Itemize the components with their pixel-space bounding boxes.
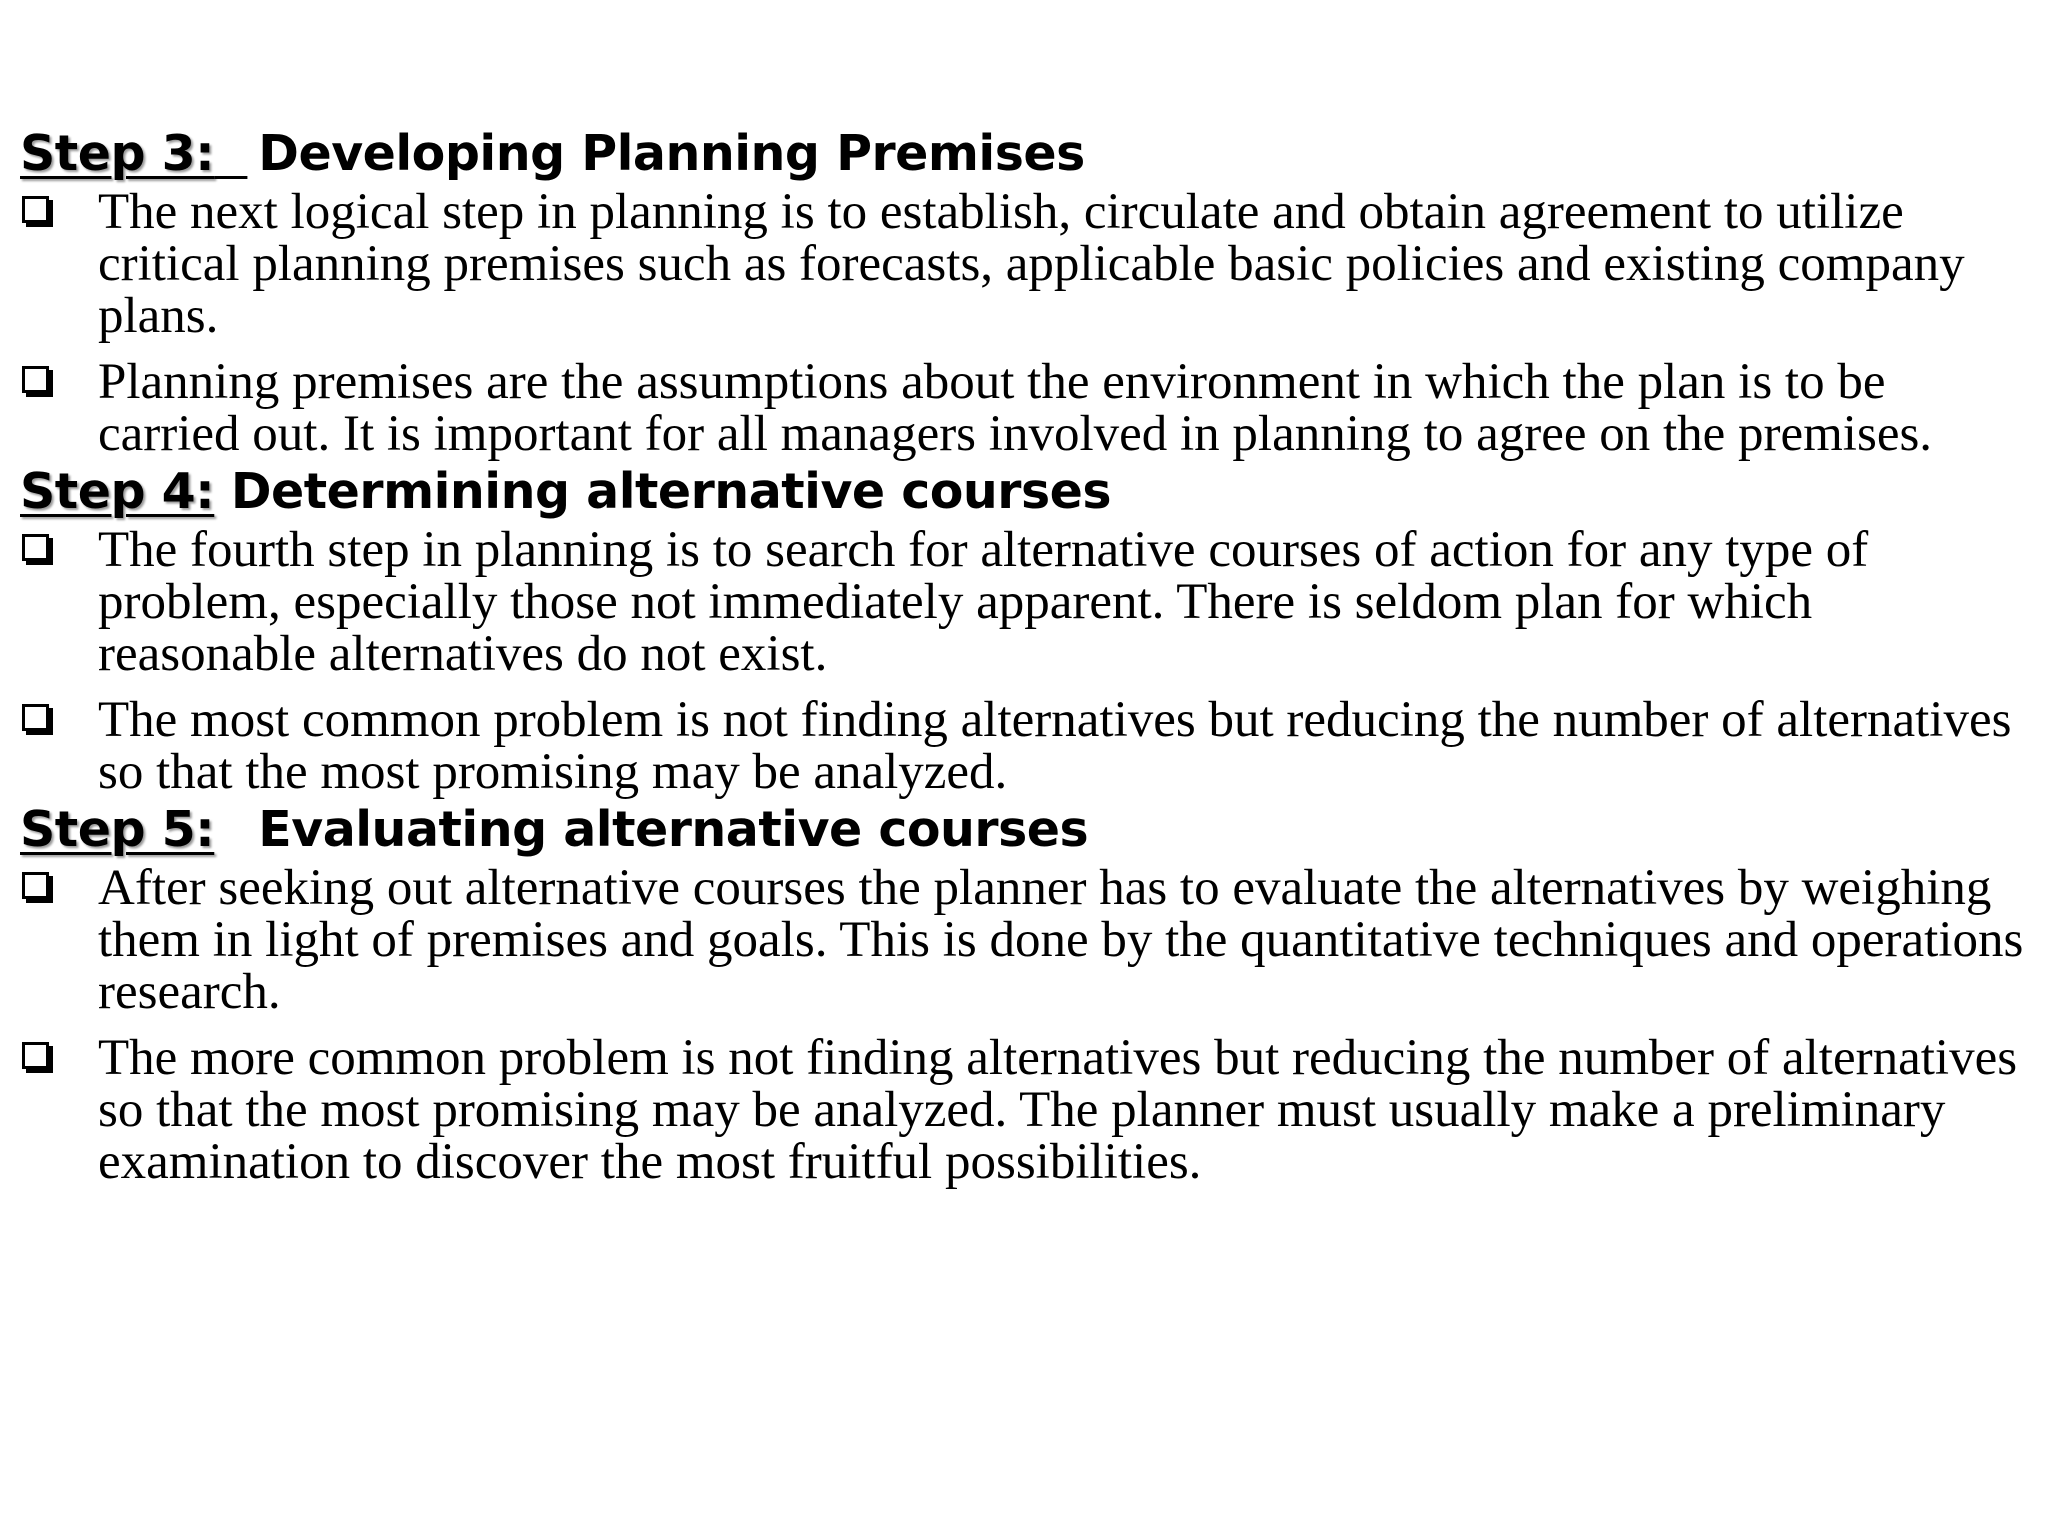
step-title: Determining alternative courses: [230, 463, 1112, 520]
step-title: Evaluating alternative courses: [258, 801, 1089, 858]
bullet-text: The fourth step in planning is to search for alternative courses of action for any type of problem, especially those not immediately apparent. There is seldom plan for which reasonable alternatives do not exist.: [98, 522, 1869, 682]
list-item: [20, 524, 2035, 680]
bullet-text: Planning premises are the assumptions about the environment in which the plan is to be carried out. It is important for all managers involved in planning to agree on the premises.: [98, 354, 1933, 462]
checkbox-icon: [22, 366, 49, 393]
step-title: Developing Planning Premises: [258, 125, 1085, 182]
step-heading: [20, 122, 2035, 186]
bullet-text: The more common problem is not finding alternatives but reducing the number of alternatives so that the most promising may be analyzed. The planner must usually make a preliminary examination to discover the most fruitful possibilities.: [98, 1030, 2018, 1190]
bullet-list: [20, 524, 2035, 798]
section-step-3: [20, 122, 2035, 460]
section-step-5: [20, 798, 2035, 1188]
step-label: Step 4:: [20, 463, 215, 520]
bullet-text: The most common problem is not finding alternatives but reducing the number of alternatives so that the most promising may be analyzed.: [98, 692, 2012, 800]
list-item: [20, 694, 2035, 798]
list-item: [20, 862, 2035, 1018]
list-item: [20, 186, 2035, 342]
checkbox-icon: [22, 196, 49, 223]
list-item: [20, 356, 2035, 460]
slide-content: [20, 122, 2035, 1202]
step-heading: [20, 460, 2035, 524]
step-label: Step 5:: [20, 801, 215, 858]
bullet-text: The next logical step in planning is to establish, circulate and obtain agreement to utilize critical planning premises such as forecasts, applicable basic policies and existing company plans.: [98, 184, 1965, 344]
bullet-list: [20, 862, 2035, 1188]
step-heading: [20, 798, 2035, 862]
bullet-text: After seeking out alternative courses the planner has to evaluate the alternatives by weighing them in light of premises and goals. This is done by the quantitative techniques and operations research.: [98, 860, 2024, 1020]
checkbox-icon: [22, 534, 49, 561]
bullet-list: [20, 186, 2035, 460]
checkbox-icon: [22, 872, 49, 899]
section-step-4: [20, 460, 2035, 798]
list-item: [20, 1032, 2035, 1188]
checkbox-icon: [22, 704, 49, 731]
checkbox-icon: [22, 1042, 49, 1069]
step-label: Step 3:: [20, 125, 215, 182]
